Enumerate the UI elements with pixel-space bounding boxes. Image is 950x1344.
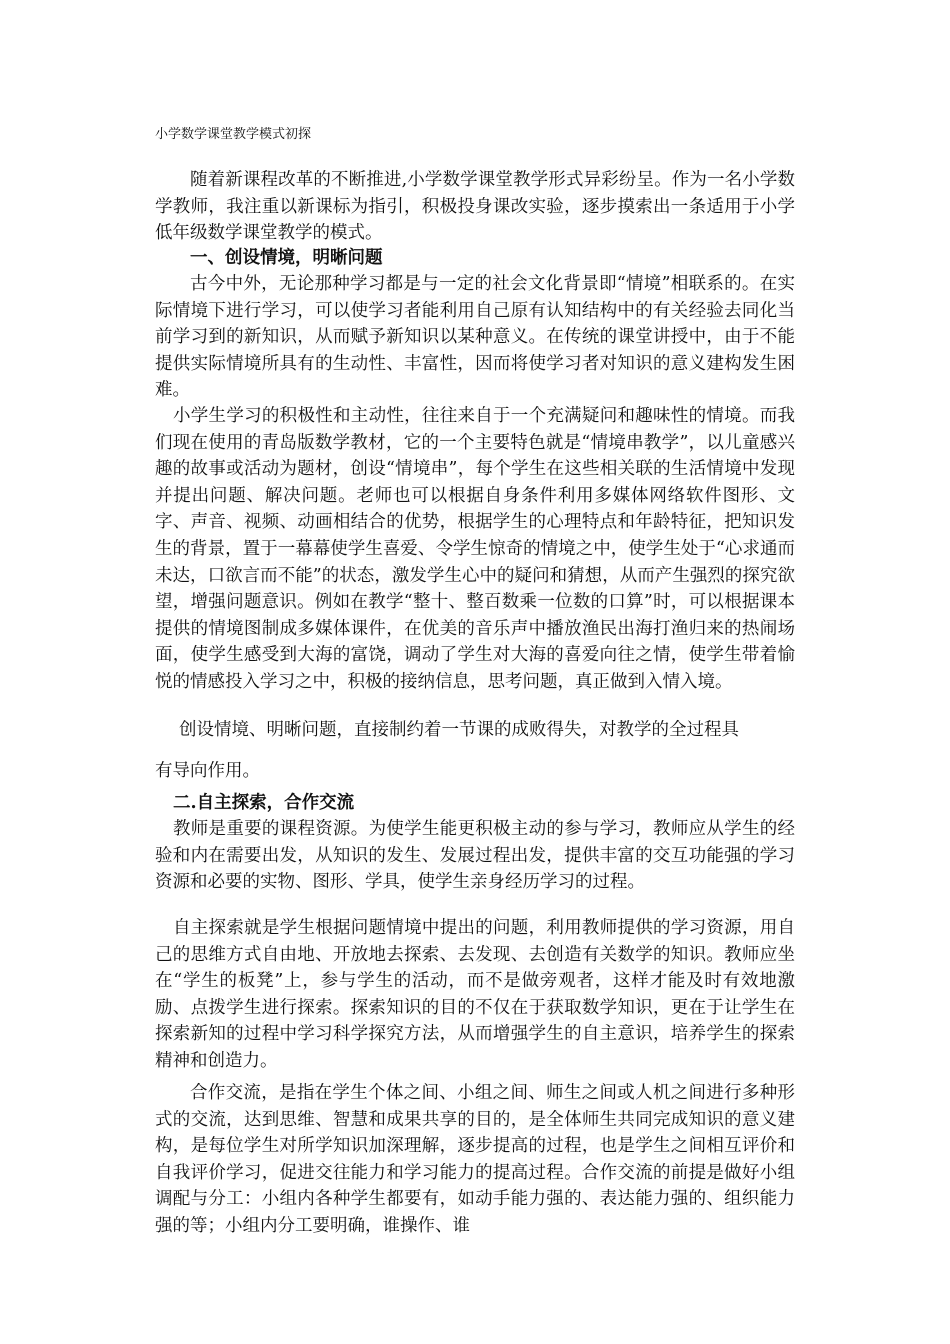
section-1-paragraph-3-line-2: 有导向作用。 (155, 761, 260, 781)
section-1-paragraph-1: 古今中外，无论那种学习都是与一定的社会文化背景即“情境”相联系的。在实际情境下进行学习，可以使学习者能利用自己原有认知结构中的有关经验去同化当前学习到的新知识，从而赋予新知识以某种意义。在传统的课堂讲授中，由于不能提供实际情境所具有的生动性、丰富性，因而将使学习者对知识的意义建构发生困难。 (155, 274, 795, 401)
section-1-paragraph-2: 小学生学习的积极性和主动性，往往来自于一个充满疑问和趣味性的情境。而我们现在使用的青岛版数学教材，它的一个主要特色就是“情境串教学”，以儿童感兴趣的故事或活动为题材，创设“情境串”，每个学生在这些相关联的生活情境中发现并提出问题、解决问题。老师也可以根据自身条件利用多媒体网络软件图形、文字、声音、视频、动画相结合的优势，根据学生的心理特点和年龄特征，把知识发生的背景，置于一幕幕使学生喜爱、令学生惊奇的情境之中，使学生处于“心求通而未达，口欲言而不能”的状态，激发学生心中的疑问和猜想，从而产生强烈的探究欲望，增强问题意识。例如在教学“整十、整百数乘一位数的口算”时，可以根据课本提供的情境图制成多媒体课件，在优美的音乐声中播放渔民出海打渔归来的热闹场面，使学生感受到大海的富饶，调动了学生对大海的喜爱向往之情，使学生带着愉悦的情感投入学习之中，积极的接纳信息，思考问题，真正做到入情入境。 (155, 406, 795, 692)
section-2-heading: 二.自主探索，合作交流 (173, 793, 355, 813)
document-title: 小学数学课堂教学模式初探 (155, 127, 312, 142)
section-2-paragraph-3: 合作交流，是指在学生个体之间、小组之间、师生之间或人机之间进行多种形式的交流，达到思维、智慧和成果共享的目的，是全体师生共同完成知识的意义建构，是每位学生对所学知识加深理解，逐步提高的过程，也是学生之间相互评价和自我评价学习，促进交往能力和学习能力的提高过程。合作交流的前提是做好小组调配与分工：小组内各种学生都要有，如动手能力强的、表达能力强的、组织能力强的等；小组内分工要明确，谁操作、谁 (155, 1083, 795, 1236)
section-1-paragraph-3-line-1: 创设情境、明晰问题，直接制约着一节课的成败得失，对教学的全过程具 (179, 720, 739, 740)
section-2-paragraph-1: 教师是重要的课程资源。为使学生能更积极主动的参与学习，教师应从学生的经验和内在需要出发，从知识的发生、发展过程出发，提供丰富的交互功能强的学习资源和必要的实物、图形、学具，使学生亲身经历学习的过程。 (155, 819, 795, 893)
section-2-paragraph-2: 自主探索就是学生根据问题情境中提出的问题，利用教师提供的学习资源，用自己的思维方式自由地、开放地去探索、去发现、去创造有关数学的知识。教师应坐在“学生的板凳”上，参与学生的活动，而不是做旁观者，这样才能及时有效地激励、点拨学生进行探索。探索知识的目的不仅在于获取数学知识，更在于让学生在探索新知的过程中学习科学探究方法，从而增强学生的自主意识，培养学生的探索精神和创造力。 (155, 918, 795, 1071)
section-1-heading: 一、创设情境，明晰问题 (190, 248, 383, 268)
intro-paragraph: 随着新课程改革的不断推进,小学数学课堂教学形式异彩纷呈。作为一名小学数学教师，我注重以新课标为指引，积极投身课改实验，逐步摸索出一条适用于小学低年级数学课堂教学的模式。 (155, 170, 795, 244)
